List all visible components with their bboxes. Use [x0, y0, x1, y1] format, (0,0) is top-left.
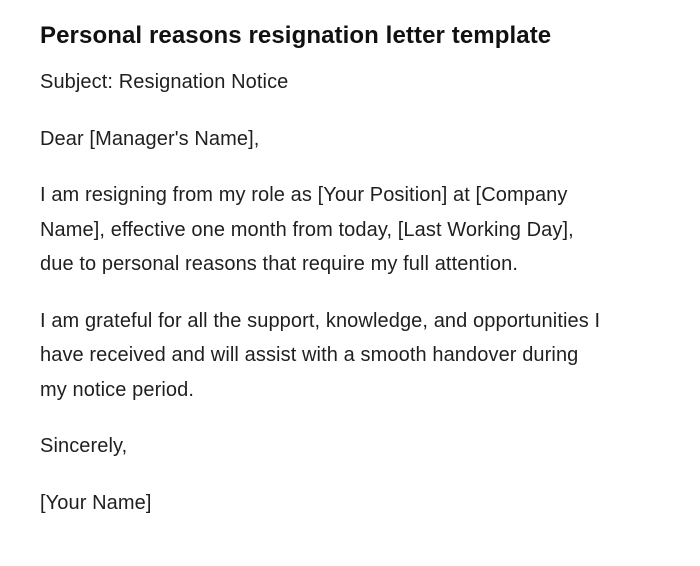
subject-line: Subject: Resignation Notice [40, 71, 289, 93]
salutation-line: Dear [Manager's Name], [40, 127, 260, 150]
paragraph-line: I am resigning from my role as [Your Position] at [Company [40, 184, 568, 206]
paragraph-line: my notice period. [40, 378, 194, 401]
paragraph-line: I am grateful for all the support, knowledge, and opportunities I [40, 309, 601, 332]
page-title: Personal reasons resignation letter template [40, 22, 552, 49]
paragraph-line: Name], effective one month from today, [Last Working Day], [40, 218, 574, 241]
paragraph-line: have received and will assist with a smooth handover during [40, 344, 579, 366]
body-paragraph-1 [40, 178, 660, 282]
body-paragraph-2 [40, 304, 660, 408]
signature-line: [Your Name] [40, 491, 152, 514]
paragraph-line: due to personal reasons that require my full attention. [40, 253, 518, 275]
closing-line: Sincerely, [40, 435, 128, 457]
